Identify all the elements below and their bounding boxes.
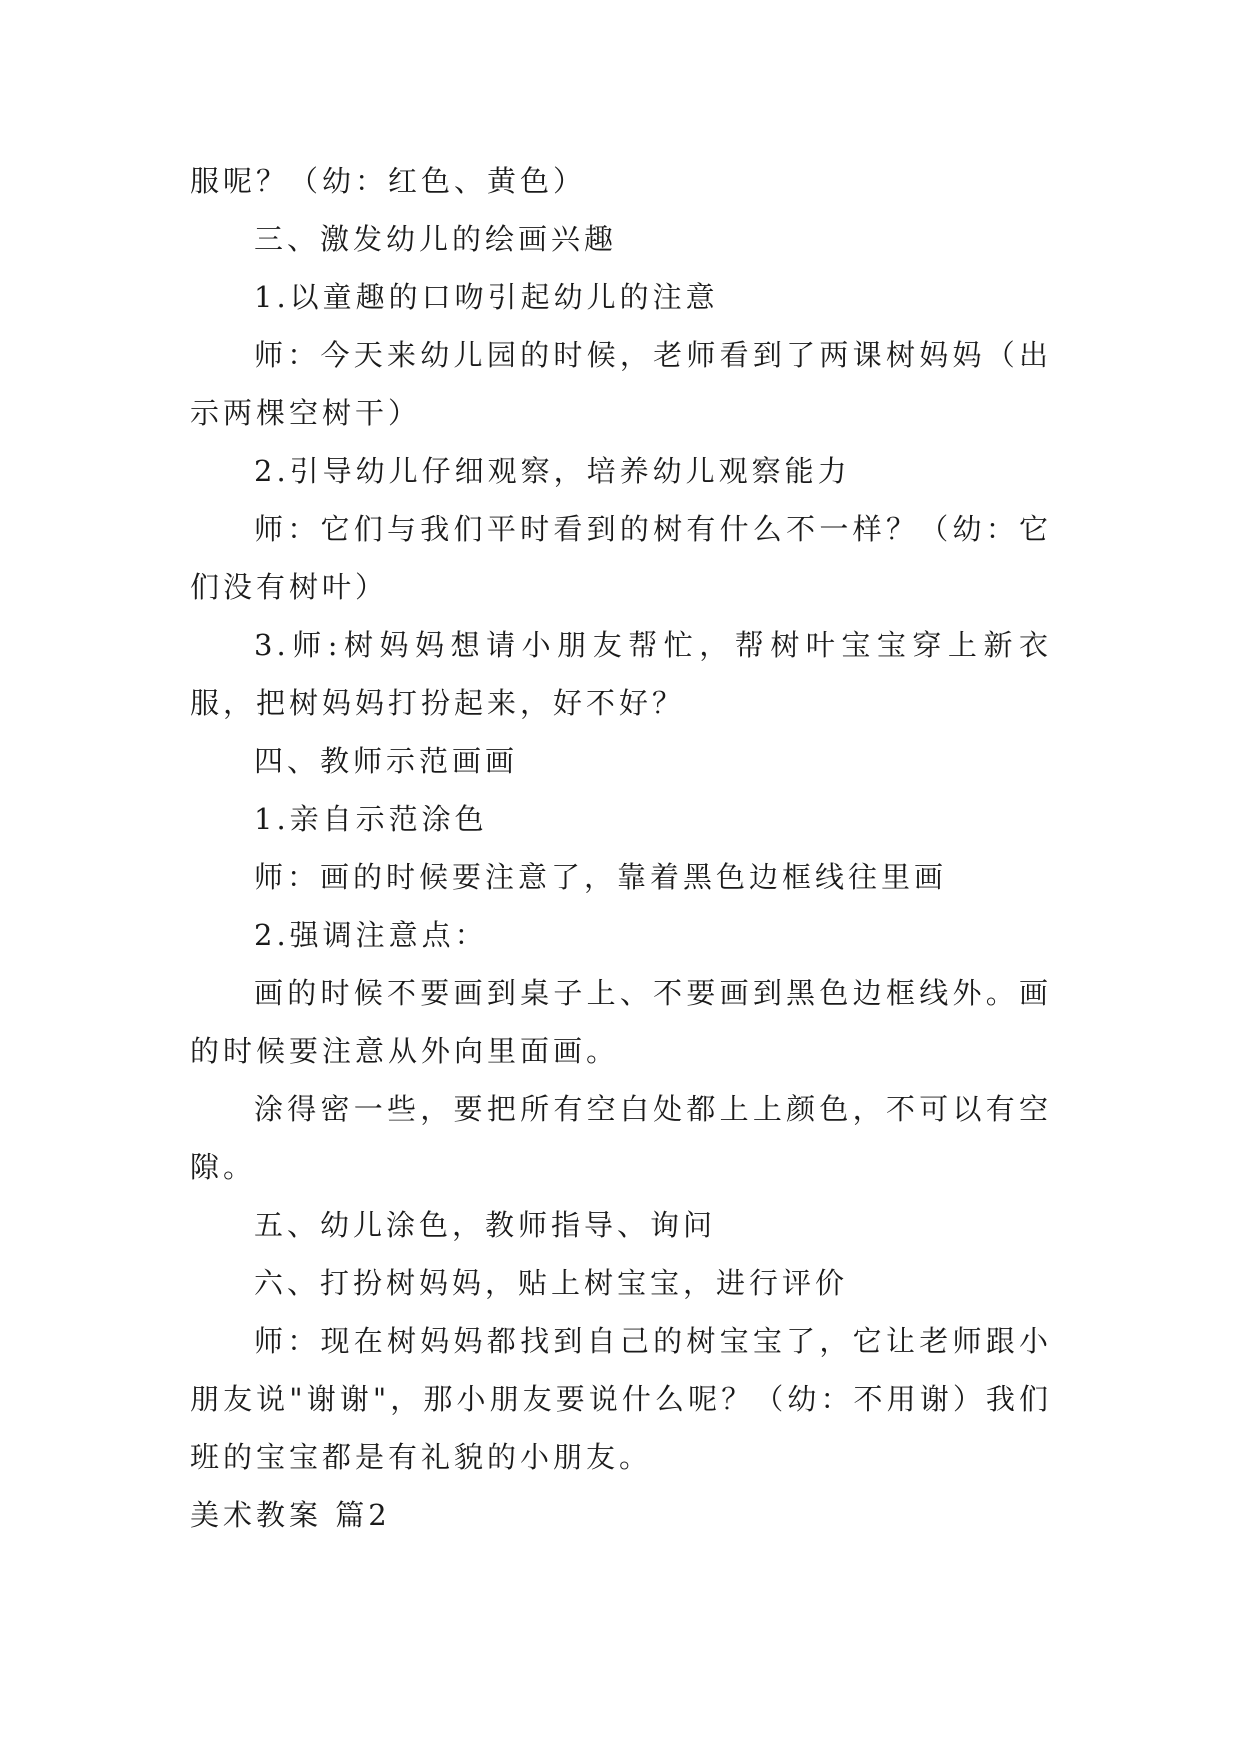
paragraph: 师：现在树妈妈都找到自己的树宝宝了，它让老师跟小朋友说"谢谢"，那小朋友要说什么呢？（幼：不用谢）我们班的宝宝都是有礼貌的小朋友。: [190, 1324, 1052, 1474]
paragraph: 服呢？（幼：红色、黄色）: [190, 164, 587, 198]
list-item: 2.引导幼儿仔细观察，培养幼儿观察能力: [254, 454, 851, 488]
section-heading-6: 六、打扮树妈妈，贴上树宝宝，进行评价: [254, 1266, 849, 1300]
document-body: [190, 152, 1052, 1544]
paragraph: 师：它们与我们平时看到的树有什么不一样？（幼：它们没有树叶）: [190, 512, 1052, 604]
list-item: 1.亲自示范涂色: [254, 802, 488, 836]
paragraph: 师：画的时候要注意了，靠着黑色边框线往里画: [254, 860, 948, 894]
section-heading-5: 五、幼儿涂色，教师指导、询问: [254, 1208, 717, 1242]
paragraph: 师：今天来幼儿园的时候，老师看到了两课树妈妈（出示两棵空树干）: [190, 338, 1052, 430]
section-heading-4: 四、教师示范画画: [254, 744, 519, 778]
paragraph: 画的时候不要画到桌子上、不要画到黑色边框线外。画的时候要注意从外向里面画。: [190, 976, 1052, 1068]
section-heading-3: 三、激发幼儿的绘画兴趣: [254, 222, 618, 256]
list-item: 3.师:树妈妈想请小朋友帮忙，帮树叶宝宝穿上新衣服，把树妈妈打扮起来，好不好？: [190, 628, 1052, 720]
paragraph: 涂得密一些，要把所有空白处都上上颜色，不可以有空隙。: [190, 1092, 1052, 1184]
list-item: 2.强调注意点：: [254, 918, 488, 952]
article-section-title: 美术教案 篇2: [190, 1498, 391, 1532]
list-item: 1.以童趣的口吻引起幼儿的注意: [254, 280, 719, 314]
